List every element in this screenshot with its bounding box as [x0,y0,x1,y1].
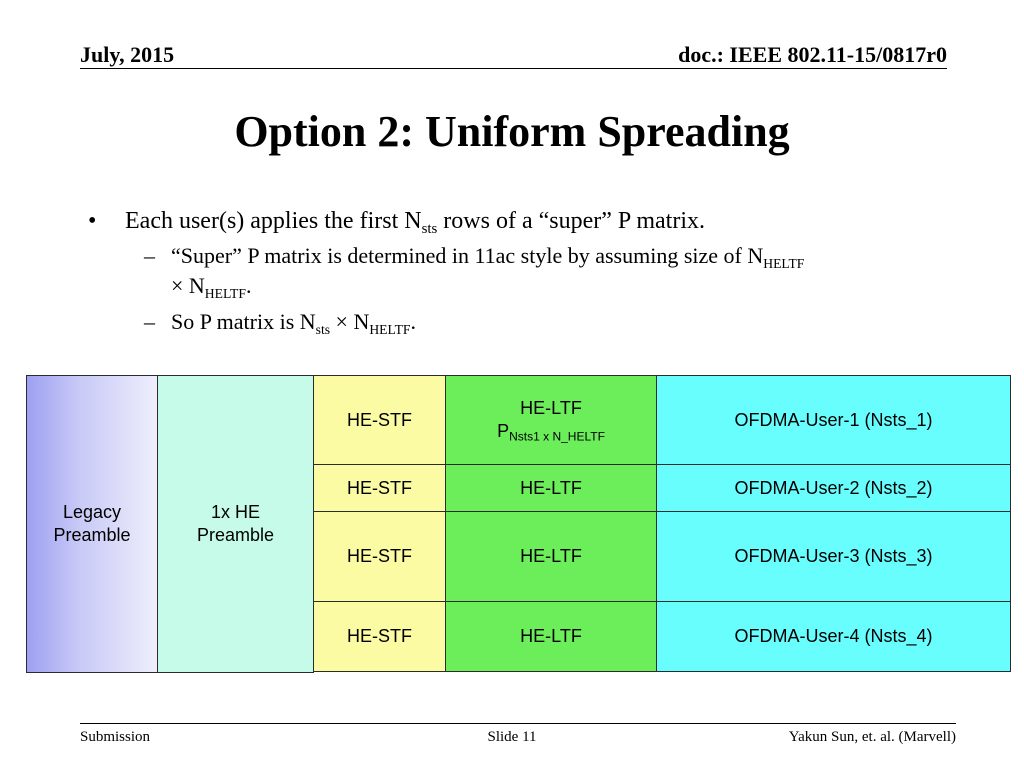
sub-bullet-1-sub-b: HELTF [204,285,246,301]
sub-bullet-1-text-c: . [245,273,252,298]
he-ltf-block: HE-LTF [445,511,657,602]
sub-bullet-1-sub-a: HELTF [763,255,805,271]
p-matrix-subscript: Nsts1 x N_HELTF [509,429,605,444]
slide-title: Option 2: Uniform Spreading [234,107,790,156]
legacy-line-1: Legacy [62,502,122,522]
bullet-1-sub-a: sts [421,221,438,238]
he-ltf-block: HE-LTF [445,464,657,512]
sub-bullet-2-sub-b: HELTF [369,321,411,337]
legacy-line-2: Preamble [53,525,131,545]
bullet-1-text-a: Each user(s) applies the first N [125,208,422,234]
dash-marker: – [144,309,155,334]
he-stf-block: HE-STF [313,375,446,465]
sub-bullet-item-2 [88,307,968,337]
legacy-preamble-block [26,375,158,673]
footer-submission: Submission [80,729,151,745]
he-stf-block: HE-STF [313,511,446,602]
ofdma-user-block: OFDMA-User-4 (Nsts_4) [656,601,1011,672]
he1x-line-1: 1x HE [210,502,260,522]
header-doc-id: doc.: IEEE 802.11-15/0817r0 [678,42,947,67]
ofdma-user-block: OFDMA-User-3 (Nsts_3) [656,511,1011,602]
bullet-marker: • [88,208,97,234]
he-ltf-block [445,375,657,465]
header-divider [80,68,947,69]
bullet-item-1 [88,205,968,237]
sub-bullet-1-text-a: “Super” P matrix is determined in 11ac style by assuming size of N [171,243,764,268]
p-matrix-label: $P_{Nsts1 x N\_HELTF}$ [497,421,605,444]
header-date: July, 2015 [80,42,175,67]
ofdma-user-block: OFDMA-User-2 (Nsts_2) [656,464,1011,512]
sub-bullet-2-sub-a: sts [315,321,331,337]
bullet-1-text-b: rows of a “super” P matrix. [437,208,705,234]
he-1x-preamble-block [157,375,314,673]
footer-slide-number: Slide 11 [487,729,537,745]
ofdma-user-block: OFDMA-User-1 (Nsts_1) [656,375,1011,465]
he-stf-block: HE-STF [313,601,446,672]
dash-marker: – [144,243,155,268]
he-ltf-label: HE-LTF [520,398,582,418]
sub-bullet-2-text-a: So P matrix is N [171,309,316,334]
sub-bullet-item-1 [88,241,968,301]
footer-divider [80,723,956,724]
bullet-list [88,205,968,337]
he-stf-block: HE-STF [313,464,446,512]
sub-bullet-2-text-b: × N [330,309,370,334]
footer-author: Yakun Sun, et. al. (Marvell) [788,729,956,745]
he1x-line-2: Preamble [196,525,275,545]
sub-bullet-2-text-c: . [410,309,416,334]
sub-bullet-1-text-b: × N [171,273,205,298]
he-ltf-block: HE-LTF [445,601,657,672]
